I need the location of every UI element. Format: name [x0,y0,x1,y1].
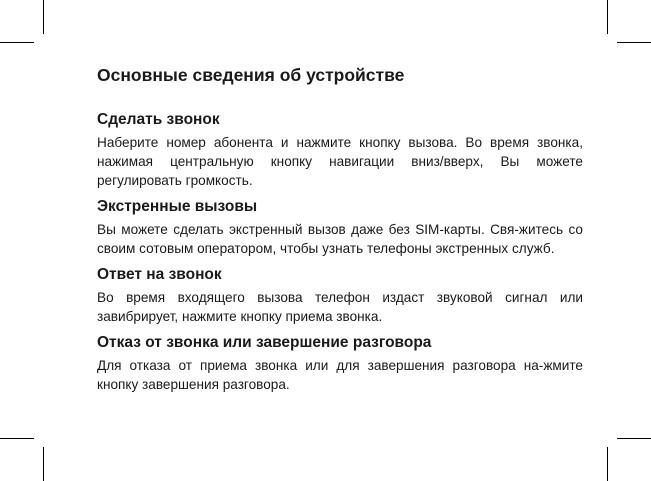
crop-mark-top-right-horizontal [617,42,651,43]
section-title: Отказ от звонка или завершение разговора [97,334,432,351]
crop-mark-bottom-left-horizontal [0,438,34,439]
crop-mark-bottom-right-horizontal [617,438,651,439]
section-title: Сделать звонок [97,111,220,128]
section-emergency-calls [97,197,583,258]
section-body: Вы можете сделать экстренный вызов даже без SIM-карты. Свя-житесь со своим сотовым оператором, чтобы узнать телефоны экстренных служб. [97,222,583,256]
crop-mark-top-left-vertical [43,0,44,34]
crop-mark-top-left-horizontal [0,42,34,43]
crop-mark-bottom-left-vertical [43,447,44,481]
section-title: Экстренные вызовы [97,198,258,215]
crop-mark-bottom-right-vertical [607,447,608,481]
section-reject-end-call [97,333,583,394]
section-body: Наберите номер абонента и нажмите кнопку вызова. Во время звонка, нажимая центральную кнопку навигации вниз/вверх, Вы можете регулировать громкость. [97,135,583,188]
page-title: Основные сведения об устройстве [97,65,405,85]
manual-page [97,64,583,401]
section-answer-call [97,265,583,326]
crop-mark-top-right-vertical [607,0,608,34]
section-make-call [97,110,583,190]
section-body: Для отказа от приема звонка или для завершения разговора на-жмите кнопку завершения разговора. [97,358,583,392]
section-title: Ответ на звонок [97,266,222,283]
section-body: Во время входящего вызова телефон издаст звуковой сигнал или завибрирует, нажмите кнопку приема звонка. [97,290,583,324]
